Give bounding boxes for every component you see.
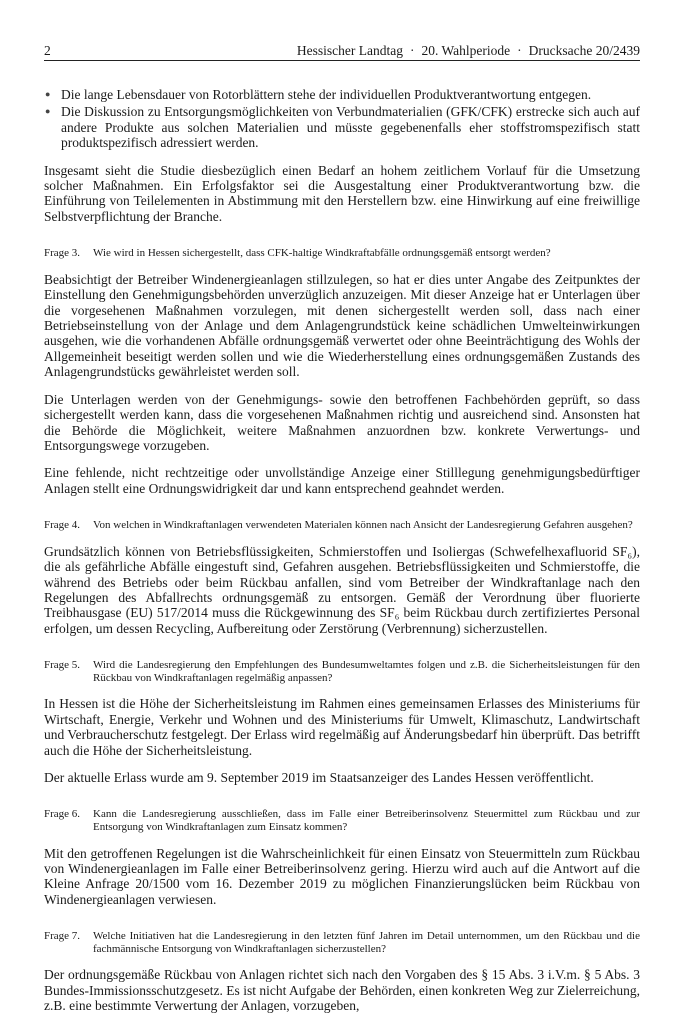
header-info: [297, 41, 640, 61]
question-label: Frage 7.: [44, 930, 81, 943]
question-label: Frage 5.: [44, 659, 81, 672]
question-3: [44, 247, 640, 260]
answer-paragraph: Eine fehlende, nicht rechtzeitige oder unvollständige Anzeige einer Stilllegung genehmigungsbedürftiger Anlagen stellt eine Ordnungswidrigkeit dar und kann entsprechend geahndet werden.: [44, 465, 640, 496]
answer-paragraph: Grundsätzlich können von Betriebsflüssigkeiten, Schmierstoffen und Isoliergas (Schwefelhexafluorid SF₆), die als gefährliche Abfälle eingestuft sind, Gefahren ausgehen. Betriebsflüssigkeiten und Schmierstoffe, die während des Betriebs oder beim Rückbau anfallen, sind vom Betreiber der Windkraftanlage nach den Regelungen des Abfallrechts ordnungsgemäß zu entsorgen. Gemäß der Verordnung über fluorierte Treibhausgase (EU) 517/2014 muss die Rückgewinnung des SF₆ beim Rückbau durch zertifiziertes Personal erfolgen, um dessen Recycling, Aufbereitung oder Zerstörung (Verbrennung) sicherzustellen.: [44, 543, 640, 636]
document-reference: Drucksache 20/2439: [528, 43, 640, 58]
question-7: [44, 930, 640, 955]
answer-paragraph: In Hessen ist die Höhe der Sicherheitsleistung im Rahmen eines gemeinsamen Erlasses des Ministeriums für Wirtschaft, Energie, Verkehr und Wohnen und des Ministeriums für Umwelt, Klimaschutz, Landwirtschaft und Verbraucherschutz festgelegt. Der Erlass wird regelmäßig auf Änderungsbedarf hin überprüft. Das betrifft auch die Höhe der Sicherheitsleistung.: [44, 696, 640, 758]
bullet-text: Die Diskussion zu Entsorgungsmöglichkeiten von Verbundmaterialien (GFK/CFK) erstrecke sich auch auf andere Produkte aus solchen Materialien und müsste gegebenenfalls eher stoffstromspezifisch statt produktspezifisch adressiert werden.: [61, 104, 640, 151]
legislative-period: 20. Wahlperiode: [421, 43, 511, 58]
header-rule: [44, 60, 640, 61]
answer-paragraph: Der ordnungsgemäße Rückbau von Anlagen richtet sich nach den Vorgaben des § 15 Abs. 3 i.V.m. § 5 Abs. 3 Bundes-Immissionsschutzgesetz. Es ist nicht Aufgabe der Behörden, einen konkreten Weg zur Zielerreichung, z.B. eine bestimmte Verwertung der Anlagen, vorzugeben,: [44, 967, 640, 1014]
question-text: Wird die Landesregierung den Empfehlungen des Bundesumweltamtes folgen und z.B. die Sicherheitsleistungen für den Rückbau von Windkraftanlagen regelmäßig anpassen?: [93, 659, 640, 684]
question-label: Frage 6.: [44, 808, 81, 821]
question-text: Kann die Landesregierung ausschließen, dass im Falle einer Betreiberinsolvenz Steuermittel zum Rückbau und zur Entsorgung von Windkraftanlagen zum Einsatz kommen?: [93, 808, 640, 833]
answer-paragraph: Beabsichtigt der Betreiber Windenergieanlagen stillzulegen, so hat er dies unter Angabe des Zeitpunktes der Einstellung den Genehmigungsbehörden unverzüglich anzuzeigen. Mit dieser Anzeige hat er Unterlagen über die vorgesehenen Maßnahmen vorzulegen, mit denen sichergestellt werden soll, dass nach einer Betriebseinstellung von der Anlage und dem Anlagengrundstück keine schädlichen Umwelteinwirkungen ausgehen, wie die vorhandenen Abfälle ordnungsgemäß verwertet oder ohne Beeinträchtigung des Wohls der Allgemeinheit beseitigt werden sollen und wie die Wiederherstellung eines ordnungsgemäßen Zustands des Anlagengrundstücks gewährleistet werden soll.: [44, 271, 640, 380]
answer-paragraph: Der aktuelle Erlass wurde am 9. September 2019 im Staatsanzeiger des Landes Hessen veröffentlicht.: [44, 769, 594, 785]
question-label: Frage 3.: [44, 247, 81, 260]
question-text: Von welchen in Windkraftanlagen verwendeten Materialen können nach Ansicht der Landesregierung Gefahren ausgehen?: [93, 519, 633, 532]
answer-paragraph: Mit den getroffenen Regelungen ist die Wahrscheinlichkeit für einen Einsatz von Steuermitteln zum Rückbau von Windenergieanlagen im Falle einer Betreiberinsolvenz gering. Hierzu wird auch auf die Antwort auf die Kleine Anfrage 20/1500 vom 16. Dezember 2019 zu möglichen Finanzierungslücken beim Rückbau von Windenergieanlagen verwiesen.: [44, 845, 640, 907]
publisher: Hessischer Landtag: [296, 43, 404, 58]
intro-paragraph: Insgesamt sieht die Studie diesbezüglich einen Bedarf an hohem zeitlichem Vorlauf für die Umsetzung solcher Maßnahmen. Ein Erfolgsfaktor sei die Ausgestaltung einer Produktverantwortung bzw. die Einführung von Teilelementen in Abstimmung mit den Herstellern bzw. eine Hinwirkung auf eine freiwillige Selbstverpflichtung der Branche.: [44, 162, 640, 224]
question-5: [44, 659, 640, 684]
page-number: 2: [44, 43, 51, 58]
question-4: [44, 519, 640, 532]
bullet-item: [44, 104, 640, 150]
bullet-list: [44, 87, 640, 151]
bullet-text: Die lange Lebensdauer von Rotorblättern stehe der individuellen Produktverantwortung entgegen.: [61, 87, 592, 102]
header-separator: ·: [410, 43, 415, 58]
header-separator: ·: [517, 43, 522, 58]
answer-paragraph: Die Unterlagen werden von der Genehmigungs- sowie den betroffenen Fachbehörden geprüft, so dass sichergestellt werden kann, dass die vorgesehenen Maßnahmen richtig und ausreichend sind. Ansonsten hat die Behörde die Möglichkeit, weitere Maßnahmen anzuordnen bzw. konkrete Verwertungs- und Entsorgungswege vorzugeben.: [44, 391, 640, 453]
question-text: Wie wird in Hessen sichergestellt, dass CFK-haltige Windkraftabfälle ordnungsgemäß entsorgt werden?: [93, 247, 551, 260]
bullet-icon: ●: [45, 89, 51, 99]
document-body: [44, 87, 640, 1014]
question-label: Frage 4.: [44, 519, 81, 532]
bullet-icon: ●: [45, 106, 51, 117]
bullet-item: [44, 87, 640, 102]
page-header: [44, 41, 640, 61]
question-text: Welche Initiativen hat die Landesregierung in den letzten fünf Jahren im Detail unternommen, um den Rückbau und die fachmännische Entsorgung von Windkraftanlagen sicherzustellen?: [93, 930, 640, 955]
question-6: [44, 808, 640, 833]
